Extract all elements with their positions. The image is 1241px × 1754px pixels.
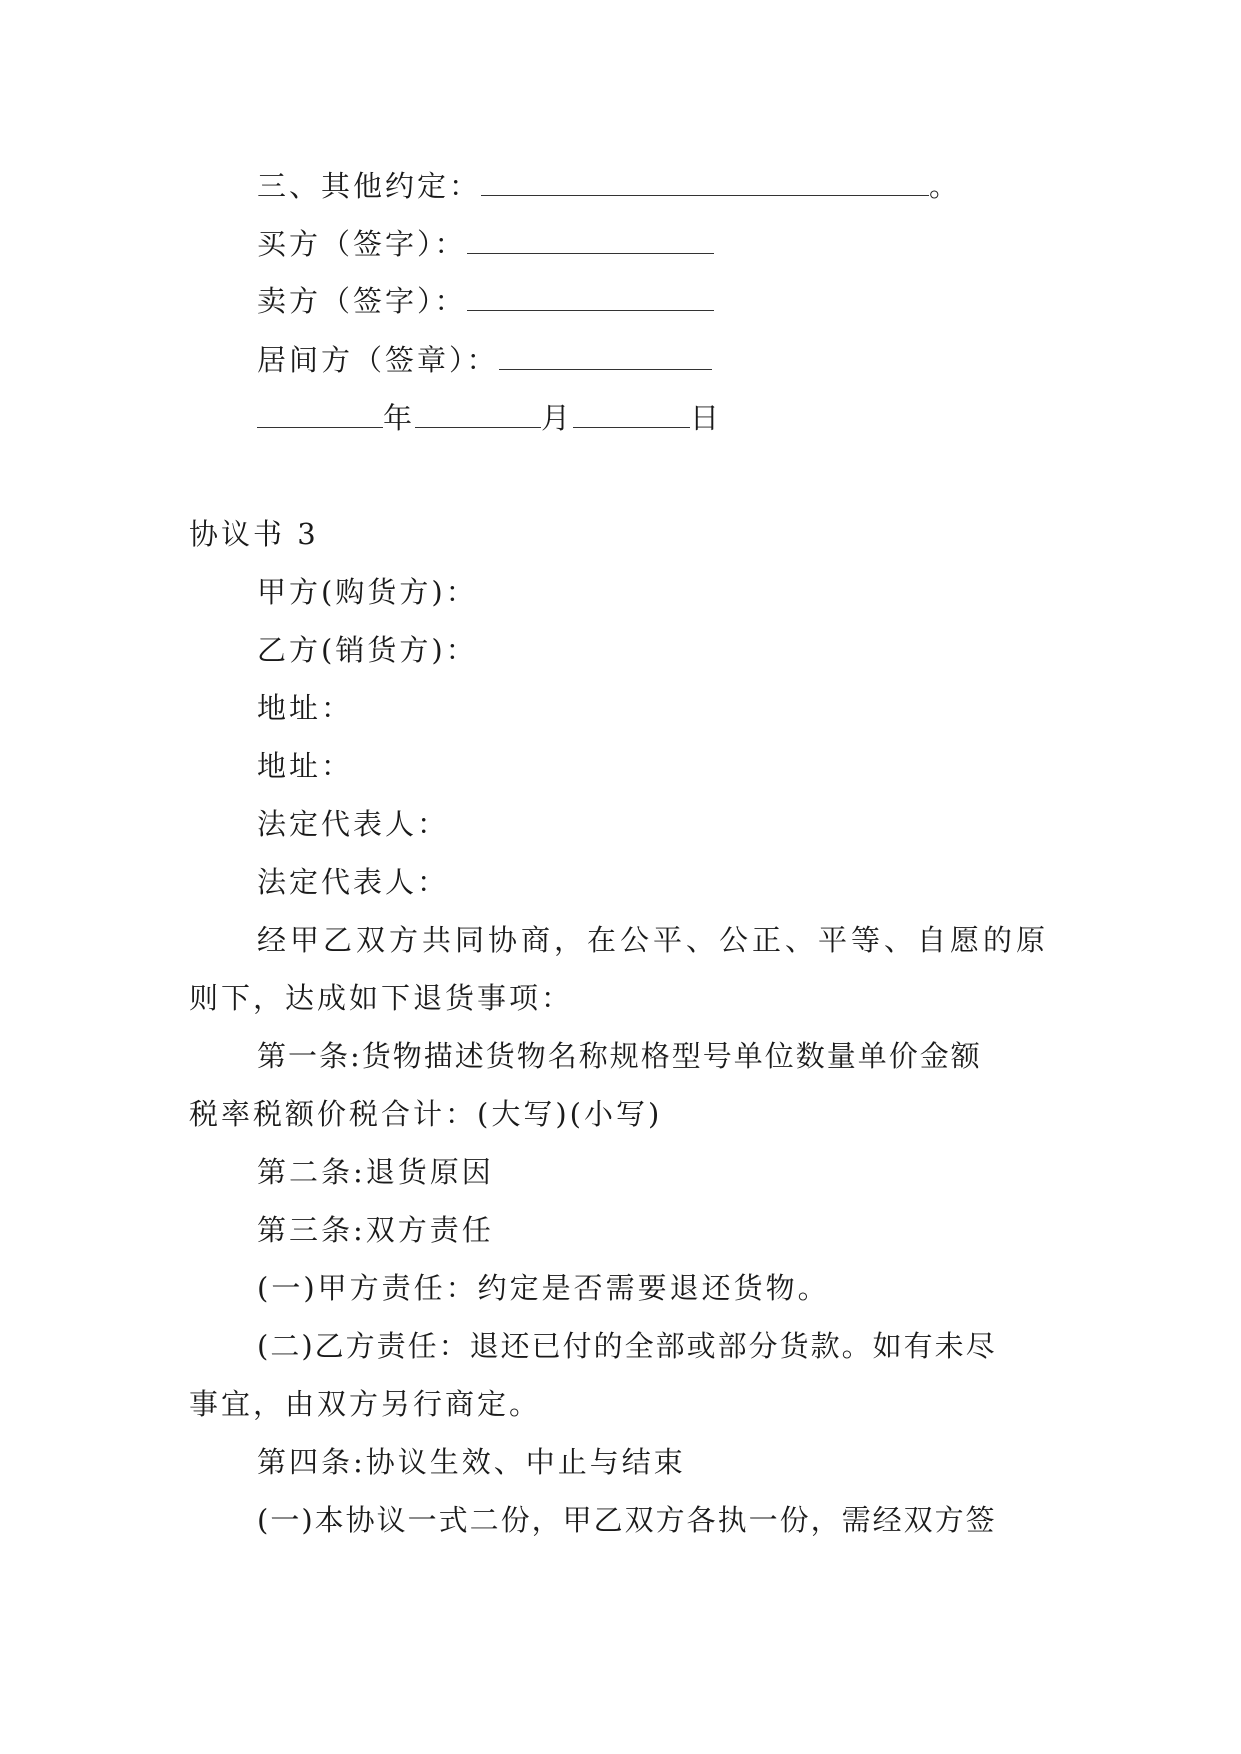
date-month-label: 月: [541, 401, 574, 435]
buyer-sign-label: 买方（签字）：: [257, 227, 467, 261]
party-b-line: 乙方(销货方)：: [257, 633, 478, 667]
address-a-line: 地址：: [257, 691, 354, 725]
seller-sign-label: 卖方（签字）：: [257, 284, 467, 318]
broker-sign-label: 居间方（签章）：: [257, 343, 499, 377]
broker-sign-blank: [499, 343, 712, 370]
article-3: 第三条:双方责任: [257, 1213, 494, 1247]
buyer-sign-line: [257, 224, 714, 264]
other-terms-label: 三、其他约定：: [257, 169, 482, 203]
article-1-line-2: 税率税额价税合计：(大写)(小写): [189, 1097, 663, 1131]
article-2: 第二条:退货原因: [257, 1155, 494, 1189]
date-line: [257, 398, 722, 438]
broker-sign-line: [257, 340, 712, 380]
other-terms-line: [257, 166, 961, 206]
article-4: 第四条:协议生效、中止与结束: [257, 1445, 686, 1479]
agreement-title: 协议书 3: [189, 517, 319, 551]
day-blank: [573, 401, 690, 428]
rep-b-line: 法定代表人：: [257, 865, 450, 899]
article-1-line-1: 第一条:货物描述货物名称规格型号单位数量单价金额: [257, 1039, 982, 1073]
date-year-label: 年: [383, 401, 416, 435]
party-a-line: 甲方(购货方)：: [257, 575, 478, 609]
intro-line-2: 则下，达成如下退货事项：: [189, 981, 574, 1015]
address-b-line: 地址：: [257, 749, 354, 783]
rep-a-line: 法定代表人：: [257, 807, 450, 841]
article-3-item-2-line-2: 事宜，由双方另行商定。: [189, 1387, 542, 1421]
buyer-sign-blank: [467, 227, 714, 254]
month-blank: [415, 401, 541, 428]
other-terms-period: 。: [929, 169, 962, 203]
article-3-item-2-line-1: (二)乙方责任：退还已付的全部或部分货款。如有未尽: [257, 1329, 997, 1363]
year-blank: [257, 401, 383, 428]
article-4-item-1-line-1: (一)本协议一式二份，甲乙双方各执一份，需经双方签: [257, 1503, 997, 1537]
article-3-item-1: (一)甲方责任：约定是否需要退还货物。: [257, 1271, 830, 1305]
other-terms-blank: [481, 169, 929, 196]
seller-sign-line: [257, 281, 714, 321]
intro-line-1: 经甲乙双方共同协商，在公平、公正、平等、自愿的原: [257, 923, 1050, 957]
seller-sign-blank: [467, 284, 714, 311]
date-day-label: 日: [690, 401, 723, 435]
